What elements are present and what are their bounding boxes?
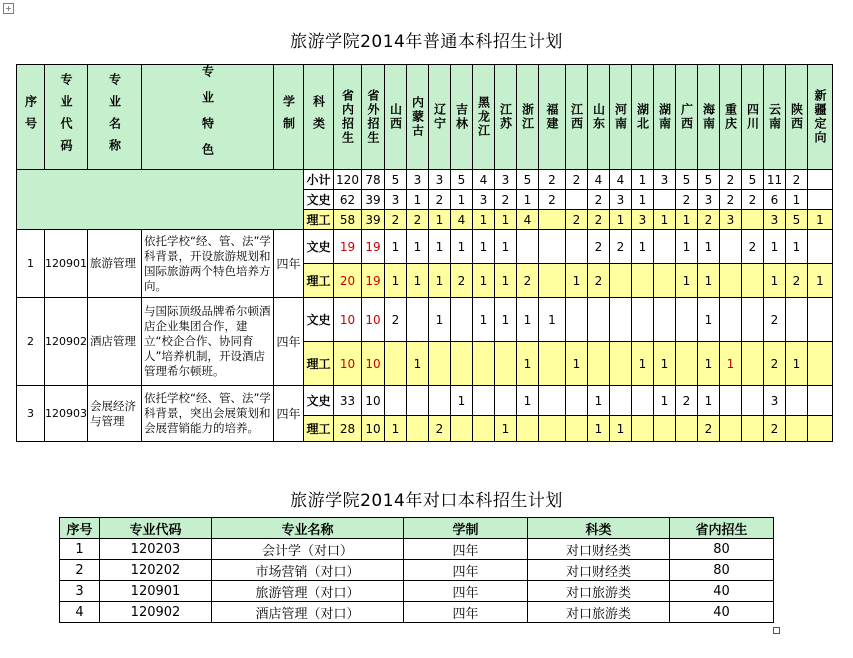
table-cell: 旅游管理（对口）	[212, 581, 404, 602]
quota-value: 2	[610, 230, 632, 264]
quota-value	[539, 264, 566, 298]
summary-value: 1	[676, 210, 698, 230]
column-header: 省外招生	[362, 65, 385, 170]
quota-value	[808, 386, 833, 416]
table-cell: 对口旅游类	[528, 602, 670, 623]
column-header: 内蒙古	[407, 65, 429, 170]
summary-value: 6	[764, 190, 786, 210]
summary-value: 1	[632, 190, 654, 210]
counterpart-plan-table	[59, 517, 774, 623]
table-cell: 四年	[404, 602, 528, 623]
quota-value	[429, 342, 451, 386]
quota-value	[632, 298, 654, 342]
column-header: 江西	[566, 65, 588, 170]
column-header: 江苏	[495, 65, 517, 170]
subject-type: 理工	[304, 264, 334, 298]
column-header: 省内招生	[334, 65, 362, 170]
quota-value: 1	[495, 416, 517, 442]
summary-value: 39	[362, 190, 385, 210]
major-no: 2	[17, 298, 45, 386]
quota-value	[407, 416, 429, 442]
major-feature: 依托学校“经、管、法”学科背景，突出会展策划和会展营销能力的培养。	[142, 386, 274, 442]
column-header: 专业代码	[100, 518, 212, 539]
column-header: 省内招生	[670, 518, 774, 539]
quota-value: 1	[495, 230, 517, 264]
quota-value: 1	[385, 230, 407, 264]
column-header: 山西	[385, 65, 407, 170]
quota-value: 1	[451, 230, 473, 264]
column-header: 新疆定向	[808, 65, 833, 170]
summary-value: 62	[334, 190, 362, 210]
quota-value: 19	[362, 230, 385, 264]
column-header: 辽宁	[429, 65, 451, 170]
column-header: 海南	[698, 65, 720, 170]
column-header: 学制	[274, 65, 304, 170]
quota-value	[517, 416, 539, 442]
quota-value: 1	[495, 264, 517, 298]
subject-type: 文史	[304, 386, 334, 416]
table-cell: 80	[670, 560, 774, 581]
quota-value: 33	[334, 386, 362, 416]
summary-value: 2	[676, 190, 698, 210]
quota-value: 3	[764, 386, 786, 416]
summary-value: 4	[610, 170, 632, 190]
column-header: 专业代码	[45, 65, 88, 170]
resize-handle-icon[interactable]	[773, 627, 780, 634]
summary-value: 3	[429, 170, 451, 190]
column-header: 浙江	[517, 65, 539, 170]
quota-value: 10	[362, 386, 385, 416]
major-name: 旅游管理	[88, 230, 142, 298]
quota-value: 1	[407, 230, 429, 264]
column-header: 湖南	[654, 65, 676, 170]
summary-value: 2	[539, 190, 566, 210]
table-cell: 120202	[100, 560, 212, 581]
quota-value: 1	[473, 298, 495, 342]
quota-value: 10	[362, 298, 385, 342]
quota-value: 1	[517, 342, 539, 386]
quota-value	[566, 230, 588, 264]
quota-value	[632, 416, 654, 442]
summary-value: 3	[720, 210, 742, 230]
quota-value	[808, 230, 833, 264]
quota-value	[495, 386, 517, 416]
summary-value: 1	[808, 210, 833, 230]
quota-value: 2	[742, 230, 764, 264]
summary-value: 4	[588, 170, 610, 190]
major-no: 3	[17, 386, 45, 442]
quota-value: 1	[676, 230, 698, 264]
summary-value: 2	[385, 210, 407, 230]
column-header: 序号	[17, 65, 45, 170]
quota-value: 2	[764, 298, 786, 342]
quota-value: 1	[385, 416, 407, 442]
summary-value: 3	[632, 210, 654, 230]
quota-value	[786, 386, 808, 416]
major-feature: 依托学校“经、管、法”学科背景，开设旅游规划和国际旅游两个特色培养方向。	[142, 230, 274, 298]
quota-value	[451, 298, 473, 342]
subject-type: 理工	[304, 416, 334, 442]
quota-value	[720, 264, 742, 298]
major-no: 1	[17, 230, 45, 298]
quota-value	[720, 386, 742, 416]
summary-value: 39	[362, 210, 385, 230]
summary-value: 3	[610, 190, 632, 210]
quota-value	[473, 386, 495, 416]
quota-value: 2	[764, 342, 786, 386]
summary-value: 2	[429, 190, 451, 210]
quota-value	[676, 416, 698, 442]
quota-value	[720, 416, 742, 442]
quota-value	[610, 264, 632, 298]
quota-value	[676, 342, 698, 386]
quota-value: 2	[429, 416, 451, 442]
quota-value: 1	[517, 386, 539, 416]
quota-value: 2	[588, 230, 610, 264]
quota-value: 2	[451, 264, 473, 298]
column-header: 广西	[676, 65, 698, 170]
quota-value: 1	[698, 230, 720, 264]
quota-value: 1	[786, 342, 808, 386]
quota-value	[632, 386, 654, 416]
quota-value: 20	[334, 264, 362, 298]
quota-value	[654, 298, 676, 342]
table-move-handle-icon[interactable]: +	[3, 3, 14, 14]
summary-value: 4	[517, 210, 539, 230]
summary-value: 1	[429, 210, 451, 230]
summary-value: 2	[539, 170, 566, 190]
summary-value: 3	[385, 190, 407, 210]
table-cell: 四年	[404, 539, 528, 560]
summary-value: 2	[407, 210, 429, 230]
column-header: 专业特色	[142, 65, 274, 170]
table-row	[60, 581, 774, 602]
quota-value: 1	[698, 342, 720, 386]
quota-value	[429, 386, 451, 416]
quota-value	[742, 416, 764, 442]
table-cell: 酒店管理（对口）	[212, 602, 404, 623]
quota-value	[407, 386, 429, 416]
table-cell: 对口财经类	[528, 560, 670, 581]
major-feature: 与国际顶级品牌希尔顿酒店企业集团合作，建立“校企合作、协同育人”培养机制，开设酒店管理希尔顿班。	[142, 298, 274, 386]
quota-value: 1	[539, 298, 566, 342]
quota-value: 1	[407, 342, 429, 386]
quota-value	[451, 342, 473, 386]
quota-value: 10	[334, 298, 362, 342]
quota-value	[610, 298, 632, 342]
second-title: 旅游学院2014年对口本科招生计划	[290, 491, 563, 511]
quota-value: 1	[632, 230, 654, 264]
quota-value	[720, 230, 742, 264]
quota-value: 1	[495, 298, 517, 342]
quota-value	[742, 386, 764, 416]
summary-value: 2	[495, 190, 517, 210]
quota-value: 1	[764, 264, 786, 298]
quota-value: 1	[786, 230, 808, 264]
quota-value	[539, 416, 566, 442]
quota-value: 2	[764, 416, 786, 442]
quota-value: 1	[566, 264, 588, 298]
table-row	[60, 602, 774, 623]
quota-value	[742, 298, 764, 342]
summary-value: 1	[786, 190, 808, 210]
quota-value: 2	[786, 264, 808, 298]
column-header: 湖北	[632, 65, 654, 170]
quota-value: 1	[517, 298, 539, 342]
table-cell: 会计学（对口）	[212, 539, 404, 560]
quota-value: 1	[698, 386, 720, 416]
quota-value: 2	[588, 264, 610, 298]
quota-value	[654, 416, 676, 442]
quota-value	[786, 416, 808, 442]
summary-value: 58	[334, 210, 362, 230]
quota-value: 10	[362, 342, 385, 386]
column-header: 重庆	[720, 65, 742, 170]
major-name: 会展经济与管理	[88, 386, 142, 442]
quota-value	[407, 298, 429, 342]
table-cell: 120203	[100, 539, 212, 560]
summary-value: 3	[407, 170, 429, 190]
quota-value	[588, 342, 610, 386]
quota-value: 19	[362, 264, 385, 298]
summary-value: 5	[742, 170, 764, 190]
summary-value: 3	[698, 190, 720, 210]
quota-value	[808, 298, 833, 342]
major-years: 四年	[274, 386, 304, 442]
column-header: 黑龙江	[473, 65, 495, 170]
summary-value: 5	[385, 170, 407, 190]
summary-value: 2	[720, 170, 742, 190]
quota-value: 1	[764, 230, 786, 264]
major-name: 酒店管理	[88, 298, 142, 386]
major-code: 120903	[45, 386, 88, 442]
summary-value: 120	[334, 170, 362, 190]
quota-value	[676, 298, 698, 342]
table-cell: 市场营销（对口）	[212, 560, 404, 581]
summary-value: 1	[451, 190, 473, 210]
column-header: 福建	[539, 65, 566, 170]
summary-label: 小计	[304, 170, 334, 190]
summary-value: 2	[588, 210, 610, 230]
quota-value: 1	[698, 298, 720, 342]
summary-value: 3	[473, 190, 495, 210]
summary-value: 2	[566, 170, 588, 190]
summary-value	[654, 190, 676, 210]
quota-value	[742, 342, 764, 386]
summary-value: 4	[451, 210, 473, 230]
quota-value: 1	[473, 230, 495, 264]
quota-value	[473, 342, 495, 386]
quota-value	[451, 416, 473, 442]
summary-value: 1	[517, 190, 539, 210]
summary-value: 5	[517, 170, 539, 190]
quota-value	[654, 264, 676, 298]
quota-value	[517, 230, 539, 264]
major-years: 四年	[274, 298, 304, 386]
quota-value: 1	[588, 416, 610, 442]
table-cell: 4	[60, 602, 100, 623]
quota-value: 1	[654, 342, 676, 386]
quota-value: 1	[610, 416, 632, 442]
table-cell: 2	[60, 560, 100, 581]
quota-value: 1	[429, 230, 451, 264]
summary-value: 1	[610, 210, 632, 230]
summary-value	[808, 170, 833, 190]
quota-value	[539, 230, 566, 264]
quota-value: 10	[362, 416, 385, 442]
quota-value: 1	[407, 264, 429, 298]
summary-value: 2	[720, 190, 742, 210]
summary-value	[539, 210, 566, 230]
column-header: 序号	[60, 518, 100, 539]
summary-value: 2	[588, 190, 610, 210]
summary-label: 理工	[304, 210, 334, 230]
table-cell: 120902	[100, 602, 212, 623]
subject-type: 文史	[304, 298, 334, 342]
quota-value: 1	[632, 342, 654, 386]
summary-value: 2	[786, 170, 808, 190]
subject-type: 理工	[304, 342, 334, 386]
summary-blank	[17, 170, 304, 230]
quota-value	[539, 386, 566, 416]
table-cell: 1	[60, 539, 100, 560]
column-header: 陕西	[786, 65, 808, 170]
summary-value: 3	[654, 170, 676, 190]
quota-value: 1	[654, 386, 676, 416]
subject-type: 文史	[304, 230, 334, 264]
summary-value: 1	[632, 170, 654, 190]
summary-value: 4	[473, 170, 495, 190]
major-years: 四年	[274, 230, 304, 298]
table-cell: 40	[670, 602, 774, 623]
quota-value: 1	[588, 386, 610, 416]
column-header: 山东	[588, 65, 610, 170]
summary-value: 5	[451, 170, 473, 190]
major-code: 120902	[45, 298, 88, 386]
summary-value: 2	[698, 210, 720, 230]
quota-value: 1	[385, 264, 407, 298]
quota-value: 1	[698, 264, 720, 298]
table-cell: 40	[670, 581, 774, 602]
table-row	[60, 560, 774, 581]
table-cell: 四年	[404, 560, 528, 581]
quota-value	[566, 416, 588, 442]
quota-value: 1	[808, 264, 833, 298]
summary-value: 78	[362, 170, 385, 190]
quota-value: 28	[334, 416, 362, 442]
quota-value	[473, 416, 495, 442]
table-cell: 3	[60, 581, 100, 602]
summary-value: 5	[698, 170, 720, 190]
summary-value: 3	[764, 210, 786, 230]
summary-value: 1	[407, 190, 429, 210]
quota-value	[654, 230, 676, 264]
column-header: 科类	[528, 518, 670, 539]
quota-value	[566, 386, 588, 416]
quota-value	[742, 264, 764, 298]
regular-plan-table	[16, 64, 833, 442]
quota-value: 2	[385, 298, 407, 342]
quota-value: 2	[676, 386, 698, 416]
column-header: 专业名称	[212, 518, 404, 539]
quota-value	[786, 298, 808, 342]
quota-value	[720, 298, 742, 342]
quota-value: 1	[429, 264, 451, 298]
quota-value	[495, 342, 517, 386]
column-header: 四川	[742, 65, 764, 170]
quota-value: 1	[429, 298, 451, 342]
quota-value: 1	[451, 386, 473, 416]
quota-value	[385, 342, 407, 386]
quota-value: 10	[334, 342, 362, 386]
summary-value: 1	[473, 210, 495, 230]
quota-value	[610, 342, 632, 386]
quota-value: 1	[676, 264, 698, 298]
summary-value: 2	[566, 210, 588, 230]
table-row	[60, 539, 774, 560]
summary-value	[566, 190, 588, 210]
column-header: 科类	[304, 65, 334, 170]
summary-value: 5	[786, 210, 808, 230]
table-cell: 对口旅游类	[528, 581, 670, 602]
summary-value	[742, 210, 764, 230]
table-cell: 120901	[100, 581, 212, 602]
column-header: 专业名称	[88, 65, 142, 170]
quota-value: 2	[517, 264, 539, 298]
table-cell: 80	[670, 539, 774, 560]
table-cell: 对口财经类	[528, 539, 670, 560]
summary-value: 1	[654, 210, 676, 230]
column-header: 吉林	[451, 65, 473, 170]
quota-value: 1	[566, 342, 588, 386]
quota-value	[588, 298, 610, 342]
summary-value: 5	[676, 170, 698, 190]
page-title: 旅游学院2014年普通本科招生计划	[290, 32, 563, 52]
quota-value: 1	[473, 264, 495, 298]
quota-value	[539, 342, 566, 386]
quota-value: 1	[720, 342, 742, 386]
quota-value	[566, 298, 588, 342]
column-header: 学制	[404, 518, 528, 539]
summary-value	[808, 190, 833, 210]
summary-label: 文史	[304, 190, 334, 210]
column-header: 云南	[764, 65, 786, 170]
table-cell: 四年	[404, 581, 528, 602]
quota-value	[385, 386, 407, 416]
column-header: 河南	[610, 65, 632, 170]
quota-value	[808, 416, 833, 442]
major-code: 120901	[45, 230, 88, 298]
quota-value: 2	[698, 416, 720, 442]
summary-value: 11	[764, 170, 786, 190]
quota-value	[610, 386, 632, 416]
summary-value: 3	[495, 170, 517, 190]
quota-value: 19	[334, 230, 362, 264]
summary-value: 1	[495, 210, 517, 230]
summary-value: 2	[742, 190, 764, 210]
quota-value	[808, 342, 833, 386]
quota-value	[632, 264, 654, 298]
